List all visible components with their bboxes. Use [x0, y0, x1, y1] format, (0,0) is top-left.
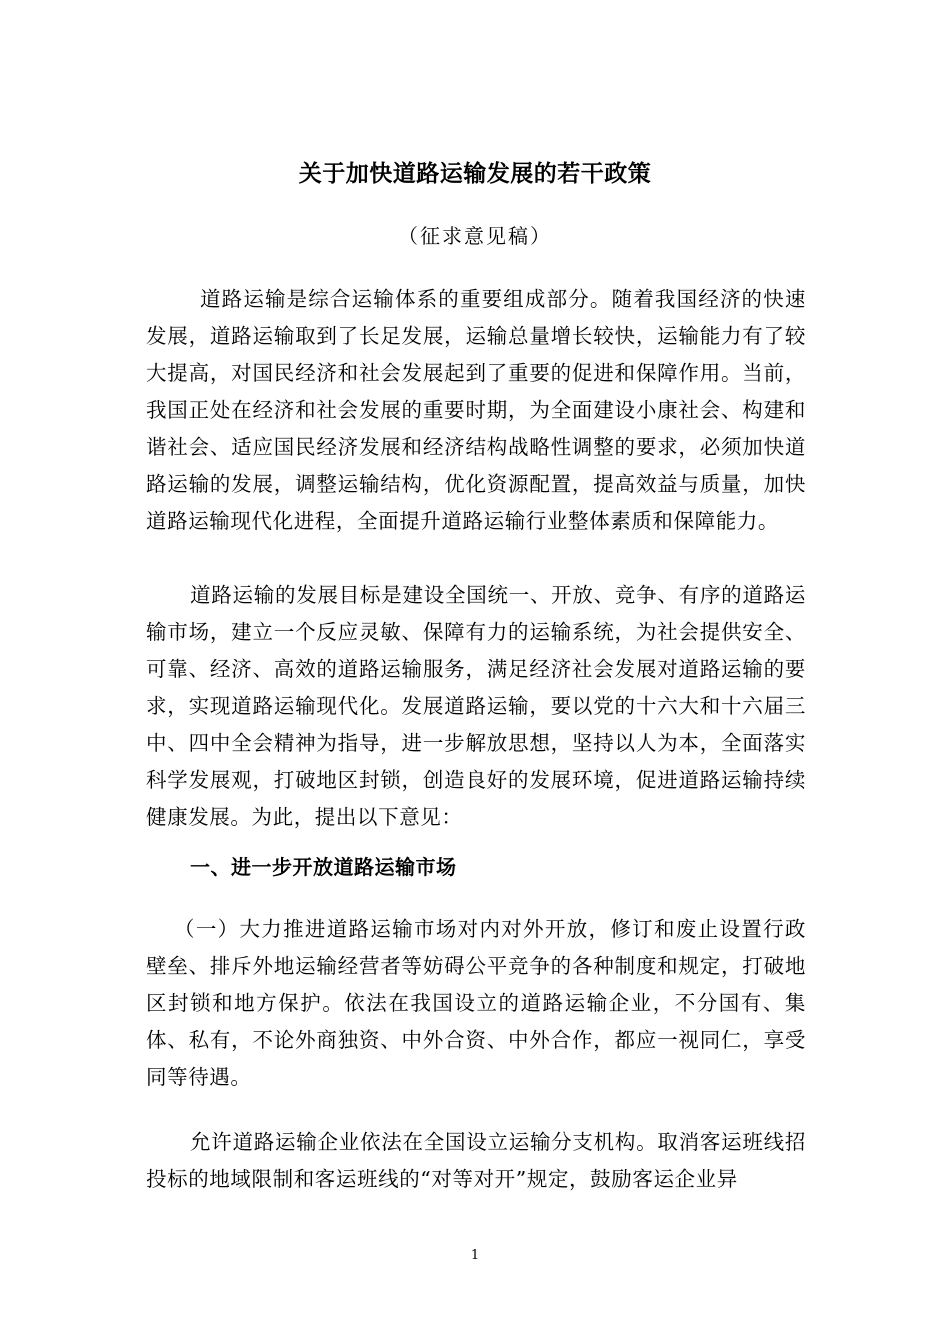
paragraph-goals: 道路运输的发展目标是建设全国统一、开放、竞争、有序的道路运输市场，建立一个反应灵敏、保障有力的运输系统，为社会提供安全、可靠、经济、高效的道路运输服务，满足经济社会发展对道路运输的要求，实现道路运输现代化。发展道路运输，要以党的十六大和十六届三中、四中全会精神为指导，进一步解放思想，坚持以人为本，全面落实科学发展观，打破地区封锁，创造良好的发展环境，促进道路运输持续健康发展。为此，提出以下意见： — [146, 583, 806, 829]
page-number: 1 — [470, 1248, 480, 1263]
paragraph-intro: 道路运输是综合运输体系的重要组成部分。随着我国经济的快速发展，道路运输取到了长足发展，运输总量增长较快，运输能力有了较大提高，对国民经济和社会发展起到了重要的促进和保障作用。当前，我国正处在经济和社会发展的重要时期，为全面建设小康社会、构建和谐社会、适应国民经济发展和经济结构战略性调整的要求，必须加快道路运输的发展，调整运输结构，优化资源配置，提高效益与质量，加快道路运输现代化进程，全面提升道路运输行业整体素质和保障能力。 — [146, 287, 806, 533]
paragraph-item-1: （一）大力推进道路运输市场对内对外开放，修订和废止设置行政壁垒、排斥外地运输经营者等妨碍公平竞争的各种制度和规定，打破地区封锁和地方保护。依法在我国设立的道路运输企业，不分国有、集体、私有，不论外商独资、中外合资、中外合作，都应一视同仁，享受同等待遇。 — [146, 917, 806, 1089]
section-heading: 一、进一步开放道路运输市场 — [190, 855, 457, 879]
document-title: 关于加快道路运输发展的若干政策 — [298, 161, 652, 187]
document-subtitle: （征求意见稿） — [398, 224, 552, 248]
paragraph-branches: 允许道路运输企业依法在全国设立运输分支机构。取消客运班线招投标的地域限制和客运班线的“对等对开”规定，鼓励客运企业异 — [146, 1130, 806, 1191]
